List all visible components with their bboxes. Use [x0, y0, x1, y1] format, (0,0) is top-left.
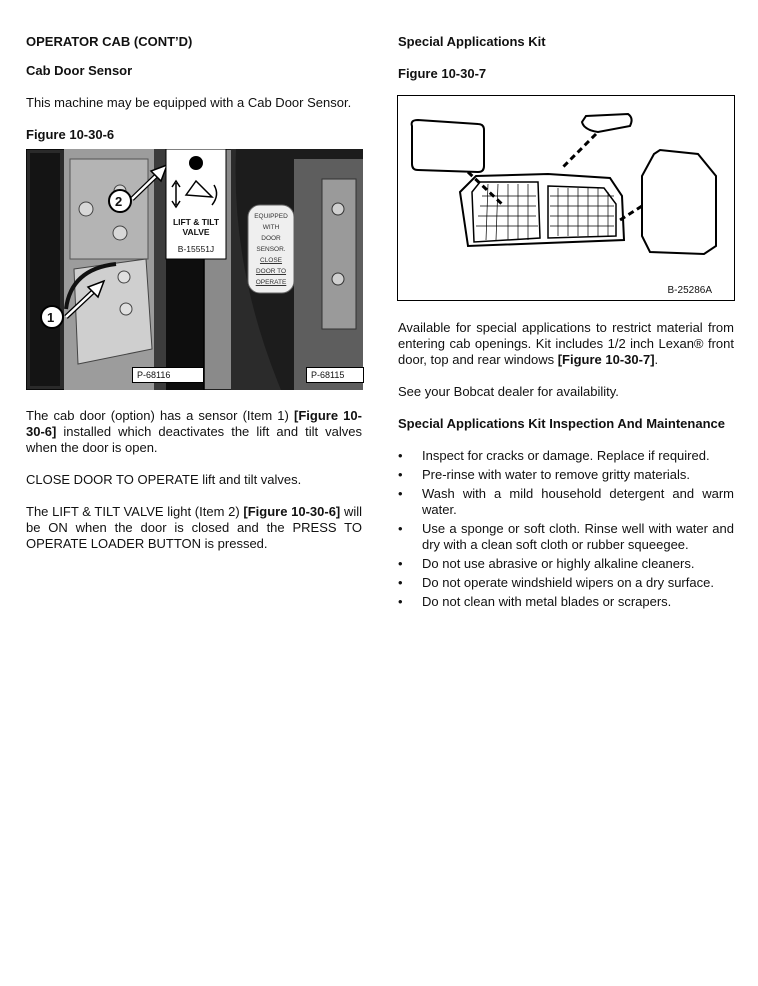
kit-windows-illustration	[398, 96, 733, 299]
dealer-availability-text: See your Bobcat dealer for availability.	[398, 384, 619, 399]
para-text: .	[654, 352, 659, 367]
para-text: The cab door (option) has a sensor (Item 1)	[26, 408, 294, 423]
list-item: • Pre-rinse with water to remove gritty materials.	[398, 467, 734, 483]
sticker-line: DOOR TO	[255, 268, 287, 275]
figure-reference: [Figure 10-30-6]	[243, 504, 341, 519]
decal-line-1: LIFT & TILT	[172, 217, 220, 227]
intro-text: This machine may be equipped with a Cab Door Sensor.	[26, 95, 352, 110]
list-item: • Do not use abrasive or highly alkaline cleaners.	[398, 556, 734, 572]
para-text: will be ON when the door is closed and the PRESS TO OPERATE LOADER BUTTON is pressed.	[26, 504, 363, 551]
sticker-line: SENSOR.	[256, 246, 286, 253]
sensor-description	[26, 408, 362, 456]
figure-10-30-6-label: Figure 10-30-6	[26, 127, 115, 142]
callout-1: 1	[47, 310, 55, 325]
list-item: • Do not operate windshield wipers on a dry surface.	[398, 575, 734, 591]
special-kit-heading: Special Applications Kit	[398, 34, 546, 49]
decal-line-2: VALVE	[182, 227, 210, 237]
section-title: OPERATOR CAB (CONT’D)	[26, 34, 193, 49]
sticker-line: DOOR	[261, 235, 281, 242]
maintenance-list	[398, 448, 734, 613]
figure-10-30-7-label: Figure 10-30-7	[398, 66, 487, 81]
valve-light-description	[26, 504, 362, 552]
sticker-line: EQUIPPED	[254, 213, 288, 220]
para-text: installed which deactivates the lift and tilt valves when the door is open.	[26, 424, 362, 455]
close-door-text: CLOSE DOOR TO OPERATE lift and tilt valves.	[26, 472, 302, 487]
figure-10-30-7	[397, 95, 735, 301]
decal-label	[166, 217, 226, 237]
figure-reference: [Figure 10-30-7]	[557, 352, 655, 367]
figure-code: B-25286A	[667, 285, 712, 296]
figure-10-30-6	[26, 149, 363, 390]
para-text: Available for special applications to restrict material from entering cab openings. Kit includes 1/2 inch Lexan® front door, top and rear windows	[398, 320, 734, 367]
door-sensor-sticker	[248, 211, 294, 288]
list-item: • Use a sponge or soft cloth. Rinse well with water and dry with a clean soft cloth or rubber squeegee.	[398, 521, 734, 553]
callout-2: 2	[115, 194, 123, 209]
sticker-line: OPERATE	[255, 279, 287, 286]
kit-description	[398, 320, 734, 368]
sticker-line: WITH	[262, 224, 280, 231]
figure-10-30-6-illustration	[26, 149, 363, 390]
list-item: • Wash with a mild household detergent and warm water.	[398, 486, 734, 518]
photo-1-code: P-68116	[132, 367, 204, 383]
photo-2-code: P-68115	[306, 367, 364, 383]
para-text: The LIFT & TILT VALVE light (Item 2)	[26, 504, 244, 519]
list-item: • Do not clean with metal blades or scrapers.	[398, 594, 734, 610]
figure-reference: [Figure 10-30-6]	[26, 408, 362, 439]
decal-code: B-15551J	[177, 244, 215, 254]
list-item: • Inspect for cracks or damage. Replace if required.	[398, 448, 734, 464]
inspection-maintenance-heading: Special Applications Kit Inspection And Maintenance	[398, 416, 725, 431]
sticker-line: CLOSE	[259, 257, 283, 264]
cab-door-sensor-heading: Cab Door Sensor	[26, 63, 133, 78]
